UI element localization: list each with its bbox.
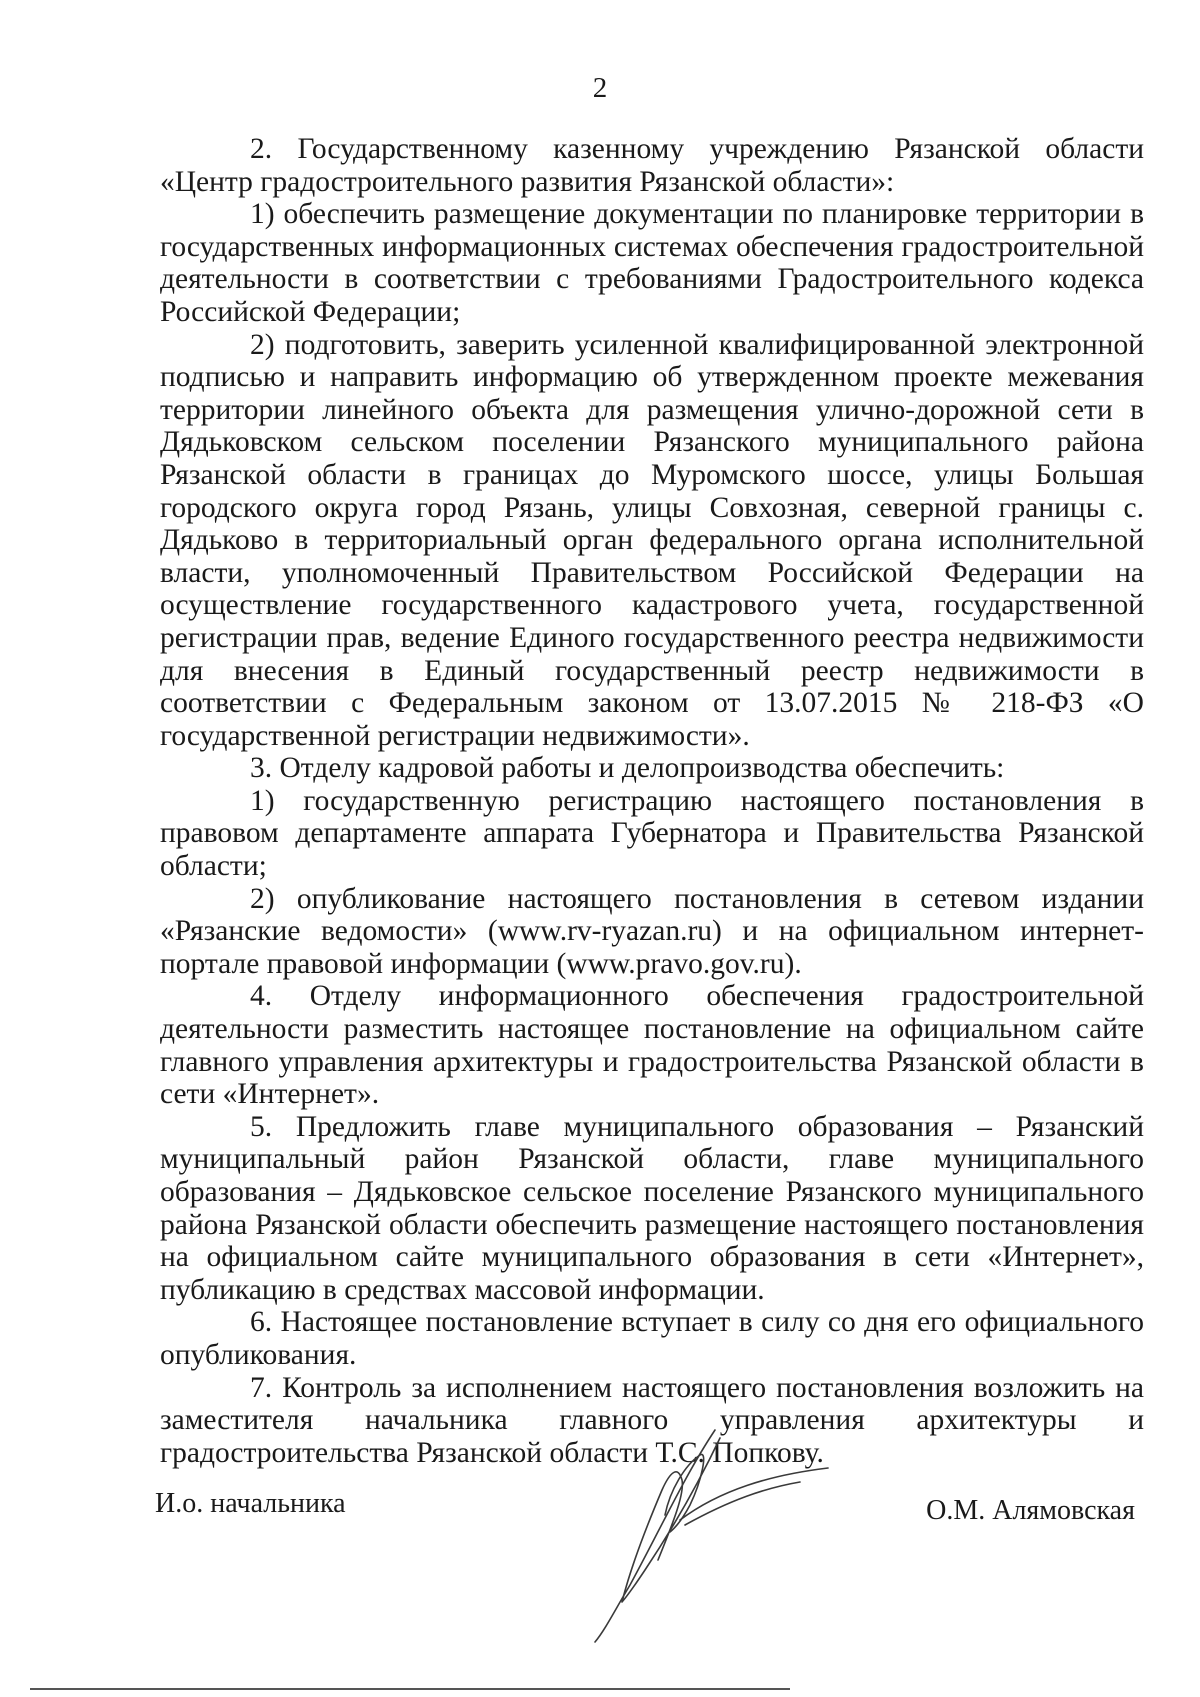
handwritten-signature [590,1420,830,1650]
signatory-name: О.М. Алямовская [926,1495,1135,1526]
paragraph-item-5: 5. Предложить главе муниципального образования – Рязанский муниципальный район Рязанской области, главе муниципального образования – Дядьковское сельское поселение Рязанского муниципального района Рязанской области обеспечить размещение настоящего постановления на официальном сайте муниципального образования в сети «Интернет», публикацию в средствах массовой информации. [160,1110,1144,1306]
page-number: 2 [592,72,608,104]
paragraph-item-6: 6. Настоящее постановление вступает в силу со дня его официального опубликования. [160,1306,1144,1371]
paragraph-item-2: 2. Государственному казенному учреждению Рязанской области «Центр градостроительного развития Рязанской области»: [160,133,1144,198]
paragraph-subitem-3-1: 1) государственную регистрацию настоящего постановления в правовом департаменте аппарата Губернатора и Правительства Рязанской области; [160,784,1144,883]
paragraph-item-7: 7. Контроль за исполнением настоящего постановления возложить на заместителя начальника главного управления архитектуры и градостроительства Рязанской области Т.С. Попкову. [160,1371,1144,1469]
paragraph-subitem-2-1: 1) обеспечить размещение документации по планировке территории в государственных информационных системах обеспечения градостроительной деятельности в соответствии с требованиями Градостроительного кодекса Российской Федерации; [160,198,1144,328]
bottom-rule [30,1688,790,1690]
paragraph-subitem-2-2: 2) подготовить, заверить усиленной квалифицированной электронной подписью и направить информацию об утвержденном проекте межевания территории линейного объекта для размещения улично-дорожной сети в Дядьковском сельском поселении Рязанского муниципального района Рязанской области в границах до Муромского шоссе, улицы Большая городского округа город Рязань, улицы Совхозная, северной границы с. Дядьково в территориальный орган федерального органа исполнительной власти, уполномоченный Правительством Российской Федерации на осуществление государственного кадастрового учета, государственной регистрации прав, ведение Единого государственного реестра недвижимости для внесения в Единый государственный реестр недвижимости в соответствии с Федеральным законом от 13.07.2015 № 218-ФЗ «О государственной регистрации недвижимости». [160,328,1144,752]
signatory-title: И.о. начальника [155,1488,346,1519]
paragraph-item-3: 3. Отделу кадровой работы и делопроизводства обеспечить: [250,752,1005,785]
paragraph-item-4: 4. Отделу информационного обеспечения градостроительной деятельности разместить настоящее постановление на официальном сайте главного управления архитектуры и градостроительства Рязанской области в сети «Интернет». [160,980,1144,1111]
document-body [160,133,1144,1469]
paragraph-subitem-3-2: 2) опубликование настоящего постановления в сетевом издании «Рязанские ведомости» (www.rv-ryazan.ru) и на официальном интернет-портале правовой информации (www.pravo.gov.ru). [160,882,1144,980]
